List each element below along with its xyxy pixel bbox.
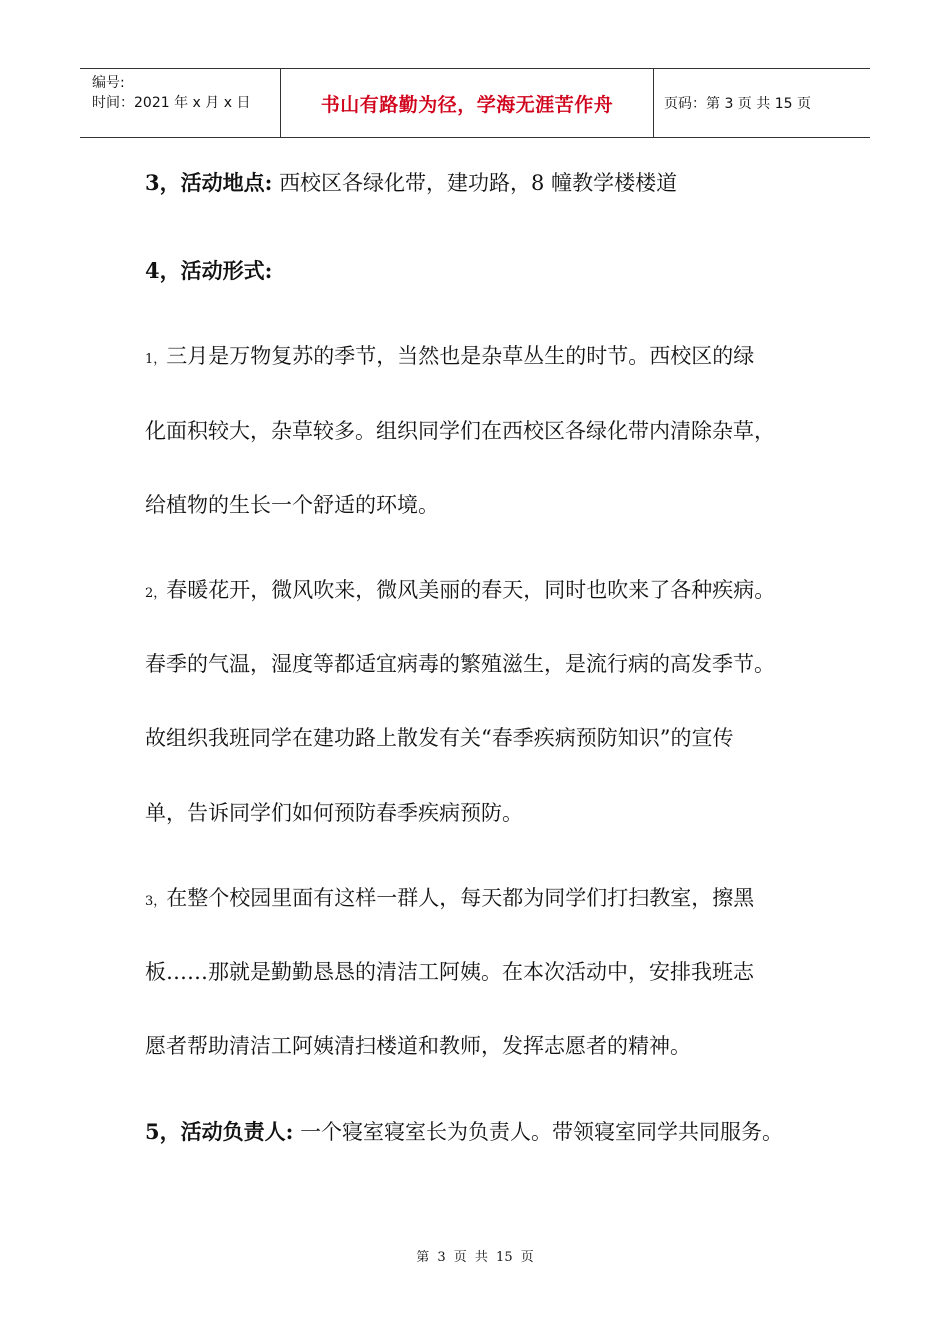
section-3-heading: 3，活动地点: [145,170,273,195]
page-header [80,68,870,138]
section-3-location [145,168,677,198]
paragraph-2-line-4: 单，告诉同学们如何预防春季疾病预防。 [145,801,523,825]
number-label: 编号: [92,75,125,91]
section-4-heading: 4，活动形式: [145,258,273,283]
section-4-form [145,256,272,286]
paragraph-3-text-1: 在整个校园里面有这样一群人，每天都为同学们打扫教室，擦黑 [166,886,755,910]
paragraph-1-line-3: 给植物的生长一个舒适的环境。 [145,493,439,517]
paragraph-3-number: 3， [145,894,167,909]
paragraph-1-line-1 [145,341,754,375]
paragraph-3-line-2: 板……那就是勤勤恳恳的清洁工阿姨。在本次活动中，安排我班志 [145,960,754,984]
page-footer: 第 3 页 共 15 页 [416,1250,534,1265]
header-motto: 书山有路勤为径，学海无涯苦作舟 [281,69,654,137]
paragraph-1-number: 1， [145,352,167,367]
time-label: 时间：2021 年 x 月 x 日 [92,95,251,111]
paragraph-1-line-2: 化面积较大，杂草较多。组织同学们在西校区各绿化带内清除杂草， [145,419,775,443]
paragraph-3-line-1 [145,883,754,917]
paragraph-3-line-3: 愿者帮助清洁工阿姨清扫楼道和教师，发挥志愿者的精神。 [145,1034,691,1058]
header-page-label: 页码：第 3 页 共 15 页 [664,96,811,112]
paragraph-2-line-1 [145,575,775,609]
section-5-heading: 5，活动负责人: [145,1119,294,1144]
header-meta [80,69,281,137]
paragraph-2-text-1: 春暖花开，微风吹来，微风美丽的春天，同时也吹来了各种疾病。 [166,578,776,602]
paragraph-1-text-1: 三月是万物复苏的季节，当然也是杂草丛生的时节。西校区的绿 [166,344,755,368]
section-5-owner [145,1117,783,1147]
section-3-text: 西校区各绿化带，建功路，8 幢教学楼楼道 [279,171,678,195]
paragraph-2-number: 2， [145,586,167,601]
paragraph-2-line-2: 春季的气温，湿度等都适宜病毒的繁殖滋生，是流行病的高发季节。 [145,652,775,676]
paragraph-2-line-3: 故组织我班同学在建功路上散发有关“春季疾病预防知识”的宣传 [145,726,734,750]
section-5-text: 一个寝室寝室长为负责人。带领寝室同学共同服务。 [300,1120,784,1144]
